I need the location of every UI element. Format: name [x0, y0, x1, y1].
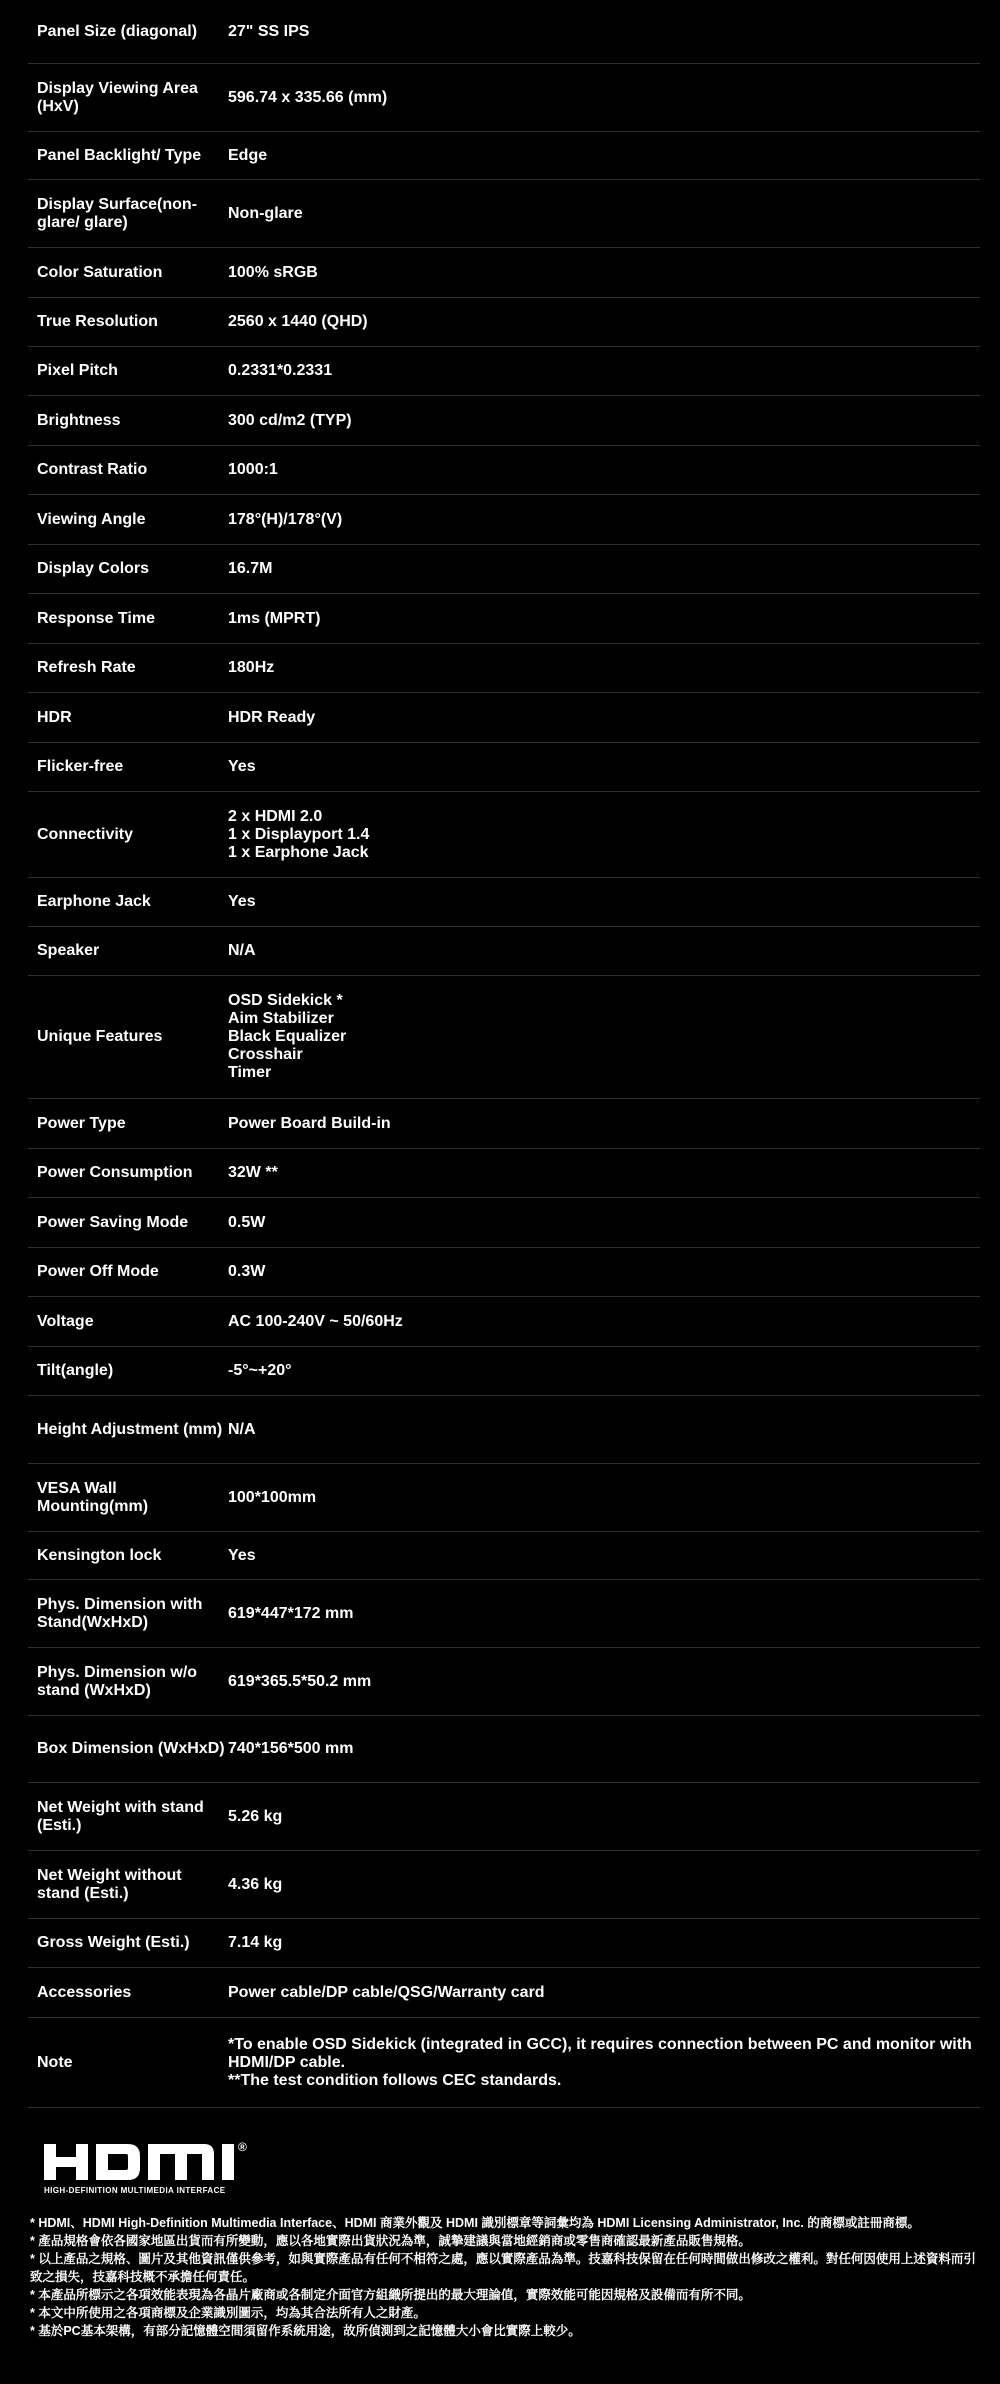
- spec-value-line: Yes: [228, 1546, 256, 1564]
- spec-label: Phys. Dimension with Stand(WxHxD): [37, 1595, 203, 1631]
- spec-label: Power Saving Mode: [37, 1213, 189, 1231]
- spec-label: Panel Size (diagonal): [37, 22, 198, 40]
- spec-value: [228, 1808, 980, 1826]
- spec-value: [228, 412, 980, 430]
- hdmi-tagline: HIGH-DEFINITION MULTIMEDIA INTERFACE: [44, 2186, 226, 2195]
- spec-value-line: N/A: [228, 1420, 256, 1438]
- spec-label: Display Viewing Area (HxV): [37, 79, 198, 115]
- spec-value-line: 27" SS IPS: [228, 22, 310, 40]
- spec-label: Refresh Rate: [37, 659, 136, 676]
- spec-value-line: 0.5W: [228, 1213, 266, 1231]
- spec-value: [228, 1489, 980, 1507]
- spec-value: [228, 1421, 980, 1439]
- spec-row: [28, 1149, 980, 1198]
- spec-value-line: 0.3W: [228, 1263, 266, 1280]
- spec-table: [28, 0, 980, 2108]
- spec-value: [228, 1547, 980, 1565]
- spec-row: [28, 1716, 980, 1783]
- footnote-line: * 基於PC基本架構，有部分記憶體空間須留作系統用途，故所偵測到之記憶體大小會比實際上較少。: [30, 2324, 581, 2338]
- spec-label: Earphone Jack: [37, 893, 151, 910]
- spec-value: [228, 205, 980, 223]
- spec-label: Contrast Ratio: [37, 461, 148, 478]
- spec-row: [28, 396, 980, 446]
- spec-row: [28, 1532, 980, 1580]
- spec-row: [28, 743, 980, 792]
- spec-value-line: Crosshair: [228, 1046, 303, 1063]
- spec-value: [228, 1313, 980, 1331]
- spec-value: [228, 89, 980, 107]
- spec-value-line: Black Equalizer: [228, 1028, 347, 1045]
- spec-value: [228, 1673, 980, 1691]
- spec-row: [28, 878, 980, 927]
- spec-value: [228, 1164, 980, 1182]
- spec-value-line: N/A: [228, 942, 256, 959]
- spec-row: [28, 1851, 980, 1919]
- spec-row: [28, 1919, 980, 1968]
- spec-value-line: Edge: [228, 146, 268, 164]
- spec-label: VESA Wall Mounting(mm): [37, 1479, 149, 1515]
- spec-value-line: Timer: [228, 1064, 272, 1081]
- spec-value: [228, 1605, 980, 1623]
- spec-value: [228, 313, 980, 331]
- spec-value-line: HDR Ready: [228, 708, 316, 726]
- spec-label: Voltage: [37, 1312, 94, 1330]
- spec-value-line: Non-glare: [228, 204, 303, 222]
- spec-value-line: 2560 x 1440 (QHD): [228, 313, 368, 330]
- spec-label: Phys. Dimension w/o stand (WxHxD): [37, 1663, 198, 1699]
- spec-value-line: 100% sRGB: [228, 263, 318, 281]
- spec-value: [228, 1740, 980, 1758]
- spec-label: Kensington lock: [37, 1546, 162, 1564]
- spec-row: [28, 1198, 980, 1248]
- spec-label: Viewing Angle: [37, 510, 146, 528]
- spec-value-line: 178°(H)/178°(V): [228, 510, 343, 528]
- spec-label: True Resolution: [37, 313, 158, 330]
- spec-value: [228, 1984, 980, 2002]
- spec-value: [228, 709, 980, 727]
- spec-row: [28, 1248, 980, 1297]
- spec-value-line: 596.74 x 335.66 (mm): [228, 88, 388, 106]
- spec-label: Tilt(angle): [37, 1362, 114, 1379]
- spec-value-line: Power cable/DP cable/QSG/Warranty card: [228, 1983, 545, 2001]
- spec-label: Note: [37, 2053, 73, 2071]
- spec-row: [28, 298, 980, 347]
- spec-value-line: 4.36 kg: [228, 1875, 283, 1893]
- spec-value: [228, 808, 980, 862]
- spec-value: [228, 560, 980, 578]
- hdmi-logo: [44, 2140, 254, 2196]
- spec-row: [28, 1968, 980, 2018]
- spec-row: [28, 347, 980, 396]
- spec-value-line: 2 x HDMI 2.0: [228, 807, 323, 825]
- spec-row: [28, 1648, 980, 1716]
- spec-value: [228, 1214, 980, 1232]
- spec-row: [28, 1297, 980, 1347]
- spec-label: Flicker-free: [37, 758, 124, 775]
- spec-label: Gross Weight (Esti.): [37, 1934, 190, 1951]
- spec-label: Unique Features: [37, 1028, 163, 1045]
- footnotes: [30, 2214, 980, 2340]
- spec-row: [28, 495, 980, 545]
- spec-value-line: OSD Sidekick *: [228, 992, 343, 1009]
- trademark-symbol: ®: [238, 2140, 247, 2154]
- spec-value-line: 1ms (MPRT): [228, 609, 321, 627]
- spec-row: [28, 1464, 980, 1532]
- spec-value: [228, 23, 980, 41]
- spec-row: [28, 927, 980, 976]
- spec-value: [228, 1263, 980, 1281]
- spec-value-line: 5.26 kg: [228, 1807, 283, 1825]
- spec-value: [228, 992, 980, 1082]
- hdmi-wordmark-icon: [44, 2140, 254, 2184]
- spec-value: [228, 942, 980, 960]
- spec-row: [28, 594, 980, 644]
- footnote-line: * 本文中所使用之各項商標及企業識別圖示，均為其合法所有人之財產。: [30, 2306, 426, 2320]
- spec-row: [28, 976, 980, 1099]
- spec-value-line: 300 cd/m2 (TYP): [228, 411, 352, 429]
- spec-value: [228, 147, 980, 165]
- spec-label: Box Dimension (WxHxD): [37, 1740, 225, 1757]
- footnote-line: * 本產品所標示之各項效能表現為各晶片廠商或各制定介面官方組織所提出的最大理論值，實際效能可能因規格及設備而有所不同。: [30, 2288, 751, 2302]
- spec-value-line: **The test condition follows CEC standards.: [228, 2071, 562, 2089]
- spec-row: [28, 792, 980, 878]
- spec-value-line: -5°~+20°: [228, 1362, 292, 1379]
- spec-row: [28, 1580, 980, 1648]
- spec-row: [28, 644, 980, 693]
- spec-row: [28, 1099, 980, 1149]
- spec-value-line: 1 x Earphone Jack: [228, 843, 369, 861]
- spec-value: [228, 893, 980, 911]
- spec-row: [28, 248, 980, 298]
- spec-value: [228, 1876, 980, 1894]
- spec-value-line: Yes: [228, 893, 256, 910]
- spec-value-line: AC 100-240V ~ 50/60Hz: [228, 1312, 403, 1330]
- spec-value-line: 1 x Displayport 1.4: [228, 825, 370, 843]
- spec-row: [28, 180, 980, 248]
- spec-value: [228, 1934, 980, 1952]
- spec-value-line: Aim Stabilizer: [228, 1010, 334, 1027]
- spec-value: [228, 2036, 980, 2090]
- spec-label: Panel Backlight/ Type: [37, 146, 202, 164]
- spec-label: Response Time: [37, 609, 155, 627]
- spec-value-line: 16.7M: [228, 560, 273, 577]
- spec-label: Display Colors: [37, 560, 150, 577]
- spec-row: [28, 132, 980, 180]
- spec-label: Accessories: [37, 1983, 132, 2001]
- spec-label: Power Off Mode: [37, 1263, 159, 1280]
- spec-value-line: 0.2331*0.2331: [228, 362, 333, 379]
- spec-value-line: Power Board Build-in: [228, 1114, 391, 1132]
- footnote-line: * 產品規格會依各國家地區出貨而有所變動，應以各地實際出貨狀況為準，誠摯建議與當地經銷商或零售商確認最新產品販售規格。: [30, 2234, 751, 2248]
- spec-label: Power Consumption: [37, 1164, 193, 1181]
- spec-row: [28, 1347, 980, 1396]
- spec-row: [28, 446, 980, 495]
- footnote-line: * HDMI、HDMI High-Definition Multimedia Interface、HDMI 商業外觀及 HDMI 識別標章等詞彙均為 HDMI Licensing Administrator, Inc. 的商標或註冊商標。: [30, 2216, 920, 2230]
- footnote-line: * 以上產品之規格、圖片及其他資訊僅供參考，如與實際產品有任何不相符之處，應以實際產品為準。技嘉科技保留在任何時間做出修改之權利。對任何因使用上述資料而引致之損失，技嘉科技概不承擔任何責任。: [30, 2252, 976, 2284]
- spec-label: Pixel Pitch: [37, 362, 118, 379]
- spec-row: [28, 545, 980, 594]
- spec-value-line: 740*156*500 mm: [228, 1740, 354, 1757]
- spec-label: Height Adjustment (mm): [37, 1420, 223, 1438]
- spec-label: HDR: [37, 708, 72, 726]
- spec-value-line: 100*100mm: [228, 1488, 317, 1506]
- spec-label: Net Weight with stand (Esti.): [37, 1798, 204, 1834]
- spec-value: [228, 264, 980, 282]
- spec-value-line: 32W **: [228, 1164, 278, 1181]
- spec-label: Display Surface(non-glare/ glare): [37, 195, 198, 231]
- spec-label: Power Type: [37, 1114, 126, 1132]
- spec-value: [228, 461, 980, 479]
- spec-value: [228, 610, 980, 628]
- spec-row: [28, 64, 980, 132]
- spec-row: [28, 1783, 980, 1851]
- spec-label: Color Saturation: [37, 263, 163, 281]
- spec-value-line: 619*447*172 mm: [228, 1604, 354, 1622]
- spec-value-line: 619*365.5*50.2 mm: [228, 1672, 372, 1690]
- spec-row: [28, 2018, 980, 2108]
- spec-value-line: 180Hz: [228, 659, 275, 676]
- spec-row: [28, 1396, 980, 1464]
- spec-row: [28, 693, 980, 743]
- spec-value-line: *To enable OSD Sidekick (integrated in GCC), it requires connection between PC and monitor with HDMI/DP cable.: [228, 2035, 972, 2071]
- spec-value: [228, 659, 980, 677]
- spec-label: Connectivity: [37, 825, 134, 843]
- spec-label: Speaker: [37, 942, 100, 959]
- spec-value: [228, 511, 980, 529]
- spec-label: Brightness: [37, 411, 121, 429]
- spec-label: Net Weight without stand (Esti.): [37, 1866, 182, 1902]
- spec-row: [28, 0, 980, 64]
- spec-value-line: Yes: [228, 758, 256, 775]
- spec-value-line: 7.14 kg: [228, 1934, 283, 1951]
- spec-value: [228, 758, 980, 776]
- spec-value: [228, 1115, 980, 1133]
- spec-value: [228, 1362, 980, 1380]
- spec-value: [228, 362, 980, 380]
- spec-value-line: 1000:1: [228, 461, 278, 478]
